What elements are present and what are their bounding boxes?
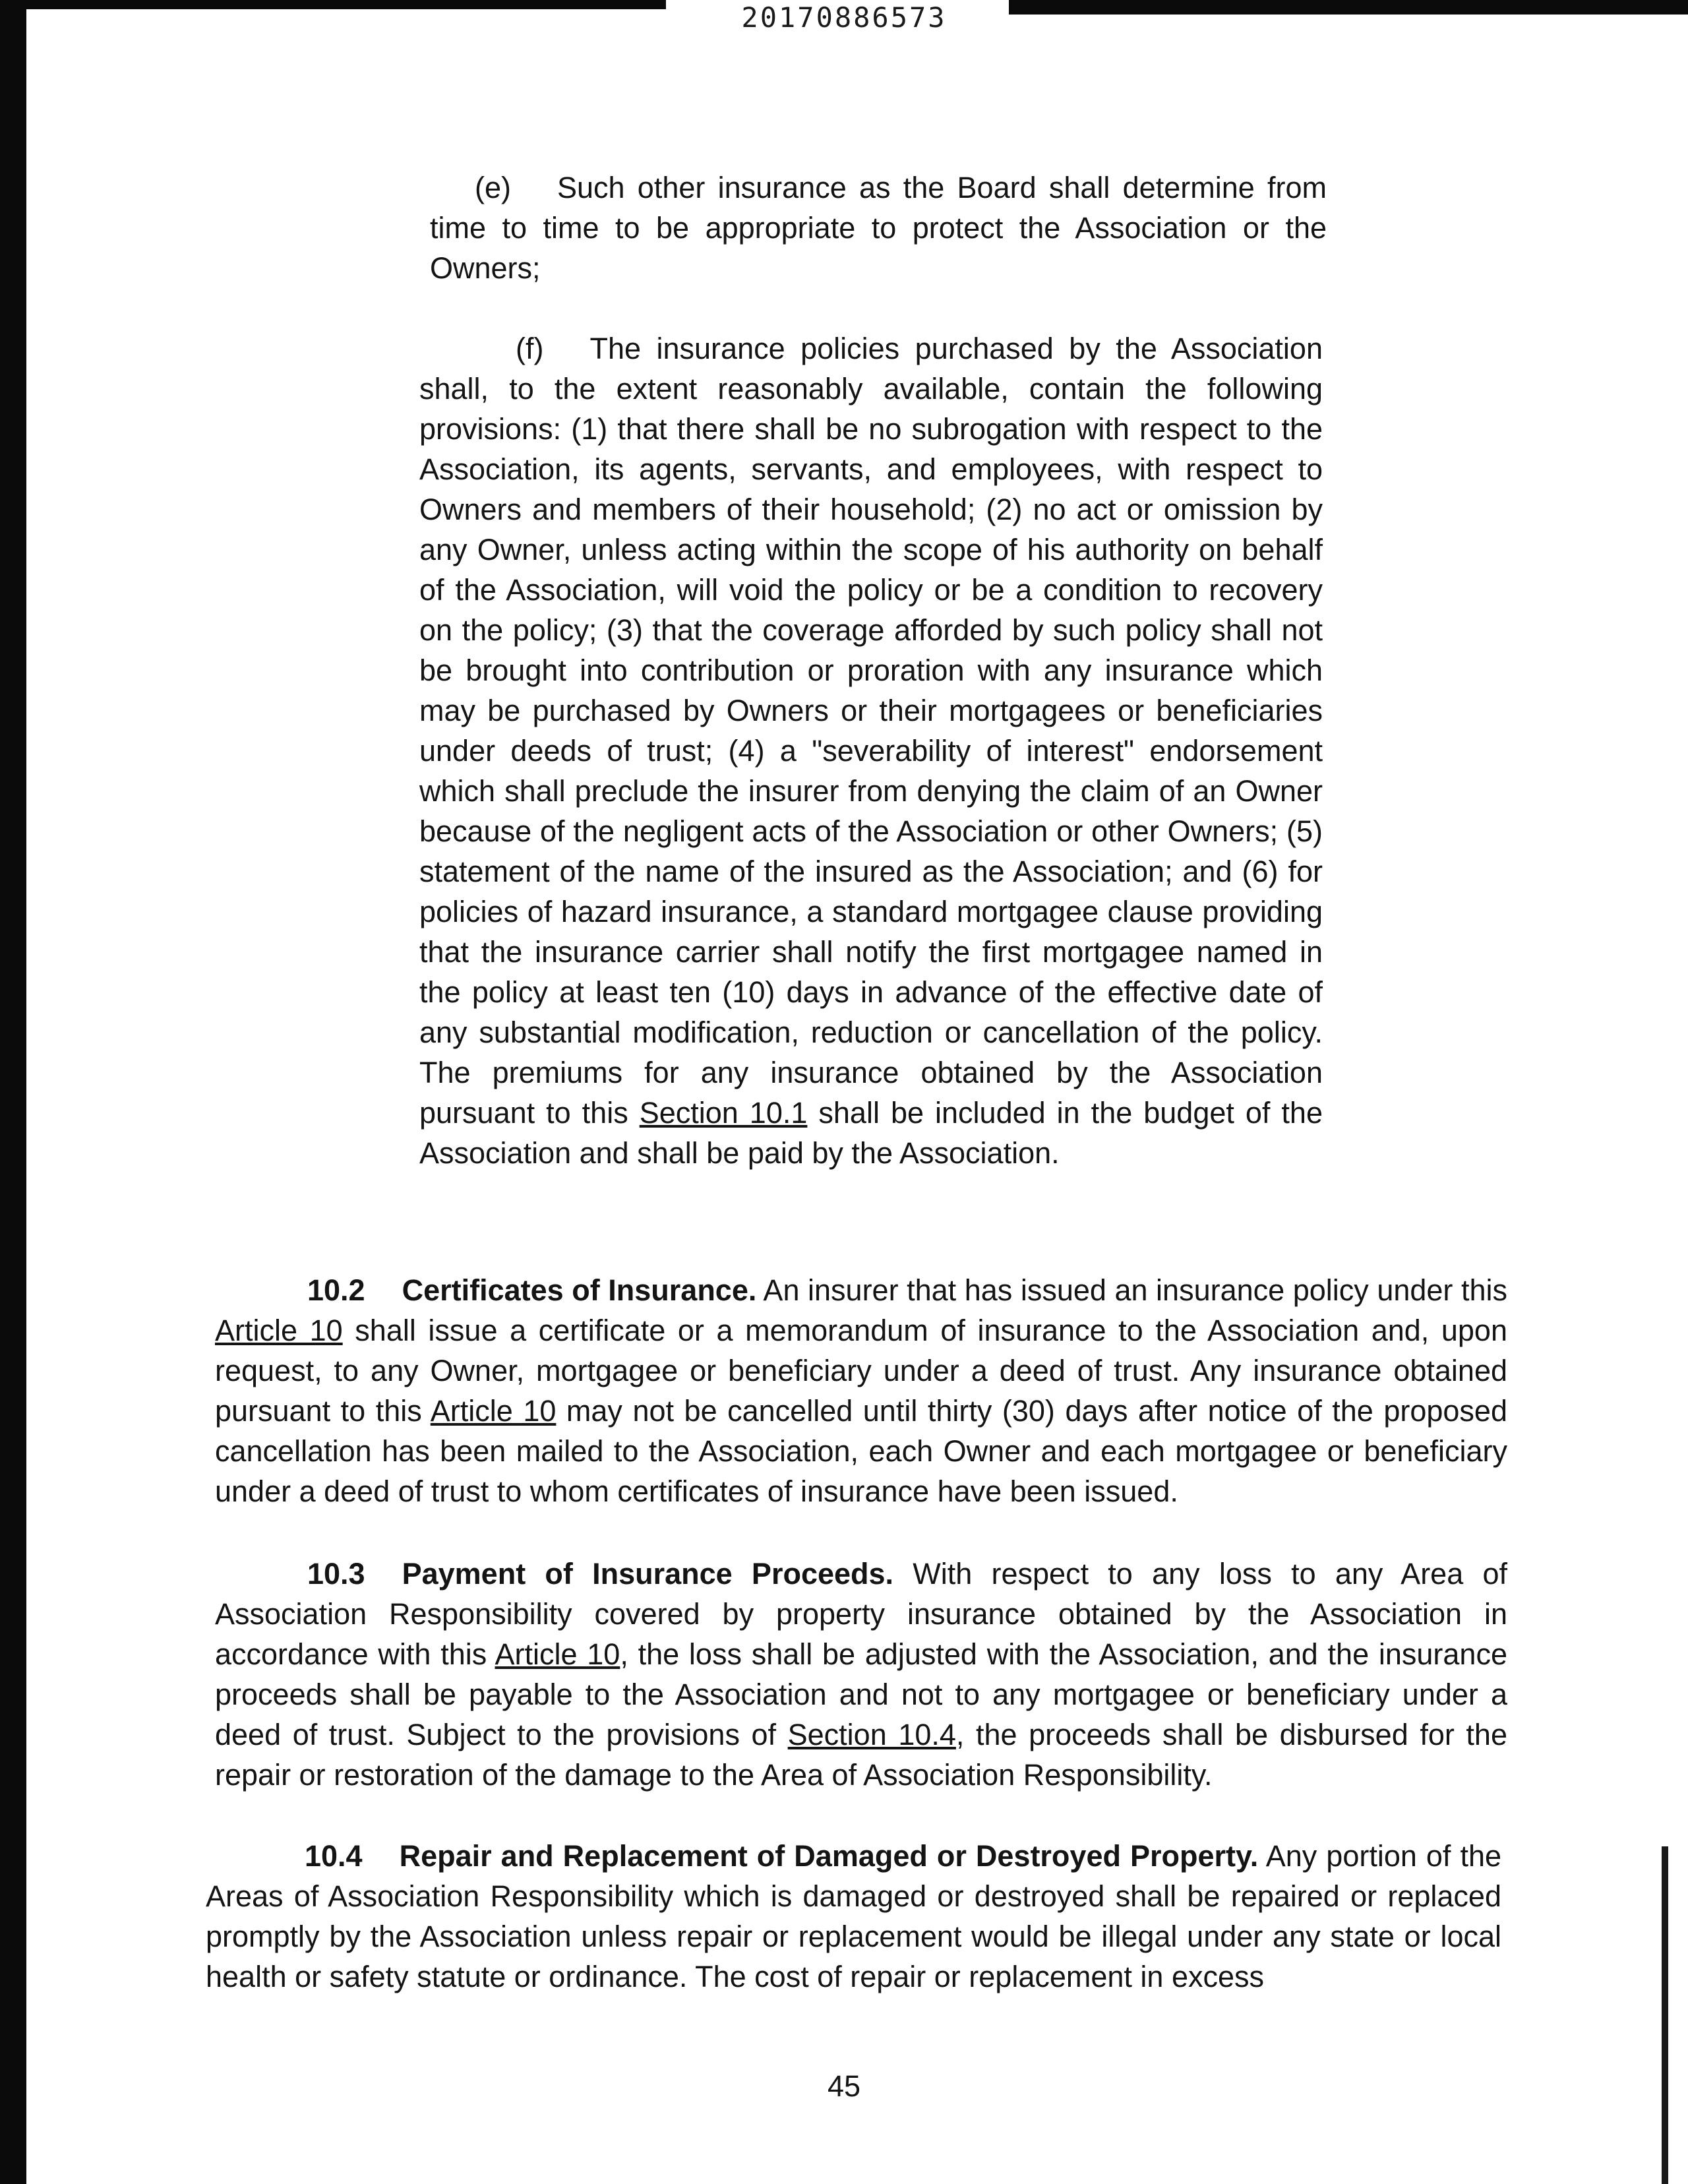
paragraph-e xyxy=(430,167,1327,288)
section-10-4-heading: Repair and Replacement of Damaged or Destroyed Property. xyxy=(399,1839,1259,1873)
section-10-3-text: With respect to any loss to any Area of Association Responsibility covered by property insurance obtained by the Association in accordance with this xyxy=(215,1557,1507,1671)
article-10-reference: Article 10 xyxy=(215,1314,343,1347)
article-10-reference: Article 10 xyxy=(495,1637,620,1671)
paragraph-e-text: Such other insurance as the Board shall determine from time to time to be appropriate to protect the Association or the Owners; xyxy=(430,171,1327,285)
section-10-2-number: 10.2 xyxy=(307,1273,365,1307)
section-10-3 xyxy=(215,1554,1507,1795)
section-10-2-text-2: shall issue a certificate or a memorandum of insurance to the Association and, upon request, to any Owner, mortgagee or beneficiary under a deed of trust. Any insurance obtained pursuant to this xyxy=(215,1314,1507,1428)
section-10-3-text-3: , the proceeds shall be disbursed for the repair or restoration of the damage to the Area of Association Responsibility. xyxy=(215,1718,1507,1792)
section-10-3-heading: Payment of Insurance Proceeds. xyxy=(402,1557,894,1591)
section-10-4-text: Any portion of the Areas of Association Responsibility which is damaged or destroyed shall be repaired or replaced promptly by the Association unless repair or replacement would be illegal under any state or local health or safety statute or ordinance. The cost of repair or replacement in excess xyxy=(206,1839,1502,1993)
paragraph-f xyxy=(419,328,1323,1173)
section-10-4-reference: Section 10.4 xyxy=(787,1718,956,1751)
page-number: 45 xyxy=(827,2069,861,2103)
paragraph-f-text-end: shall be included in the budget of the Association and shall be paid by the Association. xyxy=(419,1096,1323,1170)
section-10-4 xyxy=(206,1836,1501,1997)
paragraph-e-marker: (e) xyxy=(475,171,511,204)
section-10-3-text-2: , the loss shall be adjusted with the Association, and the insurance proceeds shall be payable to the Association and not to any mortgagee or beneficiary under a deed of trust. Subject to the provisions of xyxy=(215,1637,1507,1751)
section-10-2-text-3: may not be cancelled until thirty (30) days after notice of the proposed cancellation has been mailed to the Association, each Owner and each mortgagee or beneficiary under a deed of trust to whom certificates of insurance have been issued. xyxy=(215,1394,1507,1508)
section-10-2 xyxy=(215,1270,1507,1511)
scan-edge-left xyxy=(0,0,26,2184)
section-10-2-text: An insurer that has issued an insurance policy under this xyxy=(756,1273,1507,1307)
section-10-3-number: 10.3 xyxy=(307,1557,365,1591)
scan-edge-right xyxy=(1662,1846,1668,2184)
section-10-2-heading: Certificates of Insurance. xyxy=(402,1273,757,1307)
section-10-4-number: 10.4 xyxy=(305,1839,363,1873)
article-10-reference: Article 10 xyxy=(430,1394,557,1428)
paragraph-f-text: The insurance policies purchased by the Association shall, to the extent reasonably available, contain the following provisions: (1) that there shall be no subrogation with respect to the Association, its agents, servants, and employees, with respect to Owners and members of their household; (2) no act or omission by any Owner, unless acting within the scope of his authority on behalf of the Association, will void the policy or be a condition to recovery on the policy; (3) that the coverage afforded by such policy shall not be brought into contribution or proration with any insurance which may be purchased by Owners or their mortgagees or beneficiaries under deeds of trust; (4) a "severability of interest" endorsement which shall preclude the insurer from denying the claim of an Owner because of the negligent acts of the Association or other Owners; (5) statement of the name of the insured as the Association; and (6) for policies of hazard insurance, a standard mortgagee clause providing that the insurance carrier shall notify the first mortgagee named in the policy at least ten (10) days in advance of the effective date of any substantial modification, reduction or cancellation of the policy. The premiums for any insurance obtained by the Association pursuant to this xyxy=(419,332,1323,1130)
paragraph-f-marker: (f) xyxy=(516,332,544,365)
section-10-1-reference: Section 10.1 xyxy=(639,1096,808,1130)
document-number: 20170886573 xyxy=(741,1,947,34)
